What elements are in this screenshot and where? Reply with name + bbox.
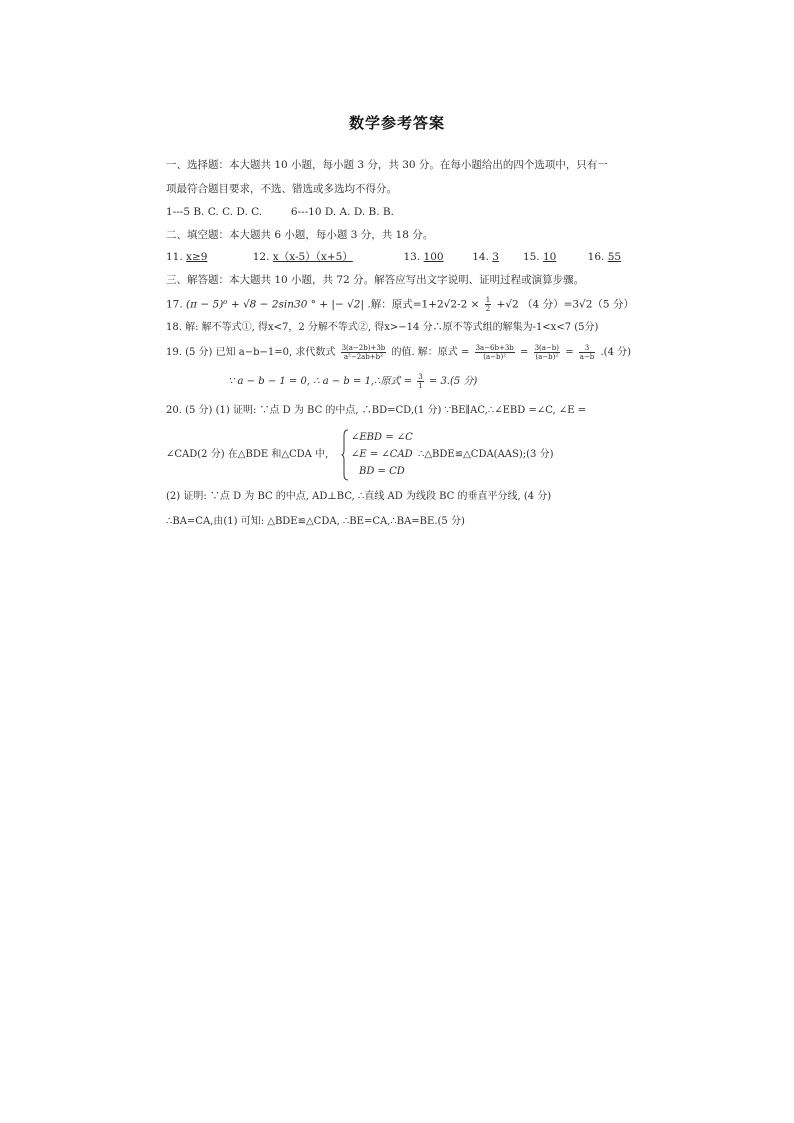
- q20-condition-1: ∠EBD = ∠C: [351, 432, 413, 443]
- q19-line1: [166, 344, 631, 361]
- q20-condition-2: ∠E = ∠CAD: [351, 449, 413, 460]
- answers-1-5: 1---5 B. C. C. D. C.: [166, 206, 263, 218]
- q12-answer: x（x-5）（x+5）: [272, 251, 353, 263]
- q17-half-denominator: 2: [485, 305, 491, 313]
- section1-intro-line1: 一、选择题：本大题共 10 小题，每小题 3 分，共 30 分。在每小题给出的四个选项中，只有一: [166, 159, 608, 171]
- q17-solution-a: .解：原式=1+2√2-2 ×: [367, 298, 480, 311]
- q20-line4: ∴BA=CA,由(1) 可知: △BDE≌△CDA, ∴BE=CA,∴BA=BE.(5 分): [166, 516, 465, 527]
- q16-label: 16.: [587, 251, 605, 263]
- q14-answer: 3: [492, 251, 499, 263]
- q20-line1: 20. (5 分) (1) 证明: ∵点 D 为 BC 的中点, ∴BD=CD,(1 分) ∵BE∥AC,∴∠EBD =∠C, ∠E =: [166, 405, 587, 416]
- q17-label: 17.: [166, 298, 183, 311]
- q19-f5-denominator: 1: [418, 382, 423, 390]
- q13-answer: 100: [423, 251, 444, 263]
- q19-tail: .(4 分): [600, 347, 632, 358]
- q19-line2: [228, 373, 477, 390]
- q19-equals-1: =: [519, 347, 529, 358]
- page-title: 数学参考答案: [348, 114, 445, 132]
- q19-f3-numerator: 3(a−b): [534, 344, 559, 352]
- q17-solution-b: +√2 （4 分）=3√2（5 分）: [496, 298, 634, 311]
- q19-fraction-2: [475, 344, 515, 361]
- q16-answer: 55: [607, 251, 622, 263]
- q20-line2-a: ∠CAD(2 分) 在△BDE 和△CDA 中,: [166, 449, 329, 460]
- q19-fraction-3: [534, 344, 560, 361]
- q15-label: 15.: [522, 251, 540, 263]
- q19-fraction-1: [341, 344, 387, 361]
- q19-f4-denominator: a−b: [579, 353, 595, 361]
- q20-line2-b: ∴△BDE≌△CDA(AAS);(3 分): [418, 449, 554, 460]
- q14-label: 14.: [472, 251, 489, 263]
- q19-prefix: 19. (5 分) 已知 a−b−1=0, 求代数式: [166, 347, 336, 358]
- section1-answers: [166, 205, 394, 219]
- q15-answer: 10: [542, 251, 557, 263]
- q13-label: 13.: [403, 251, 421, 263]
- q17-half-numerator: 1: [485, 296, 491, 304]
- left-brace-icon: [341, 429, 349, 481]
- q19-mid: 的值. 解：原式 =: [391, 347, 470, 358]
- q19-fraction-4: [579, 344, 596, 361]
- q20-condition-3: BD = CD: [359, 466, 405, 477]
- q17-half-fraction: [485, 296, 491, 313]
- section3-intro: 三、解答题：本大题共 10 小题，共 72 分。解答应写出文字说明、证明过程或演算步骤。: [166, 274, 585, 286]
- q18-line: 18. 解: 解不等式①, 得x<7，2 分解不等式②, 得x>−14 分∴原不等式组的解集为-1<x<7 (5分): [166, 322, 599, 333]
- q17-line: [166, 296, 634, 313]
- answers-6-10: 6---10 D. A. D. B. B.: [290, 206, 394, 218]
- section2-intro: 二、填空题：本大题共 6 小题，每小题 3 分，共 18 分。: [166, 229, 434, 241]
- fill-in-answers: [166, 250, 636, 264]
- q19-equals-2: =: [565, 347, 574, 358]
- q19-fraction-5: [417, 373, 423, 390]
- q19-f1-numerator: 3(a−2b)+3b: [341, 344, 386, 352]
- q11-label: 11.: [166, 251, 183, 263]
- q19-f1-denominator: a²−2ab+b²: [343, 353, 383, 361]
- q12-label: 12.: [252, 251, 270, 263]
- q19-line2-a: ∵ a − b − 1 = 0, ∴ a − b = 1,∴原式 =: [228, 376, 413, 387]
- q17-expression: (π − 5)⁰ + √8 − 2sin30 ° + |− √2|: [186, 298, 365, 311]
- section1-intro-line2: 项最符合题目要求，不选、错选或多选均不得分。: [166, 183, 397, 195]
- q20-line3: (2) 证明: ∵点 D 为 BC 的中点, AD⊥BC, ∴直线 AD 为线段 BC 的垂直平分线, (4 分): [166, 491, 552, 502]
- q19-line2-b: = 3.(5 分): [428, 376, 478, 387]
- q11-answer: x≥9: [186, 251, 208, 263]
- q19-f5-numerator: 3: [418, 373, 423, 381]
- q19-f4-numerator: 3: [579, 344, 596, 353]
- q19-f3-denominator: (a−b)²: [535, 353, 559, 361]
- q19-f2-denominator: (a−b)²: [483, 353, 507, 361]
- q19-f2-numerator: 3a−6b+3b: [475, 344, 514, 352]
